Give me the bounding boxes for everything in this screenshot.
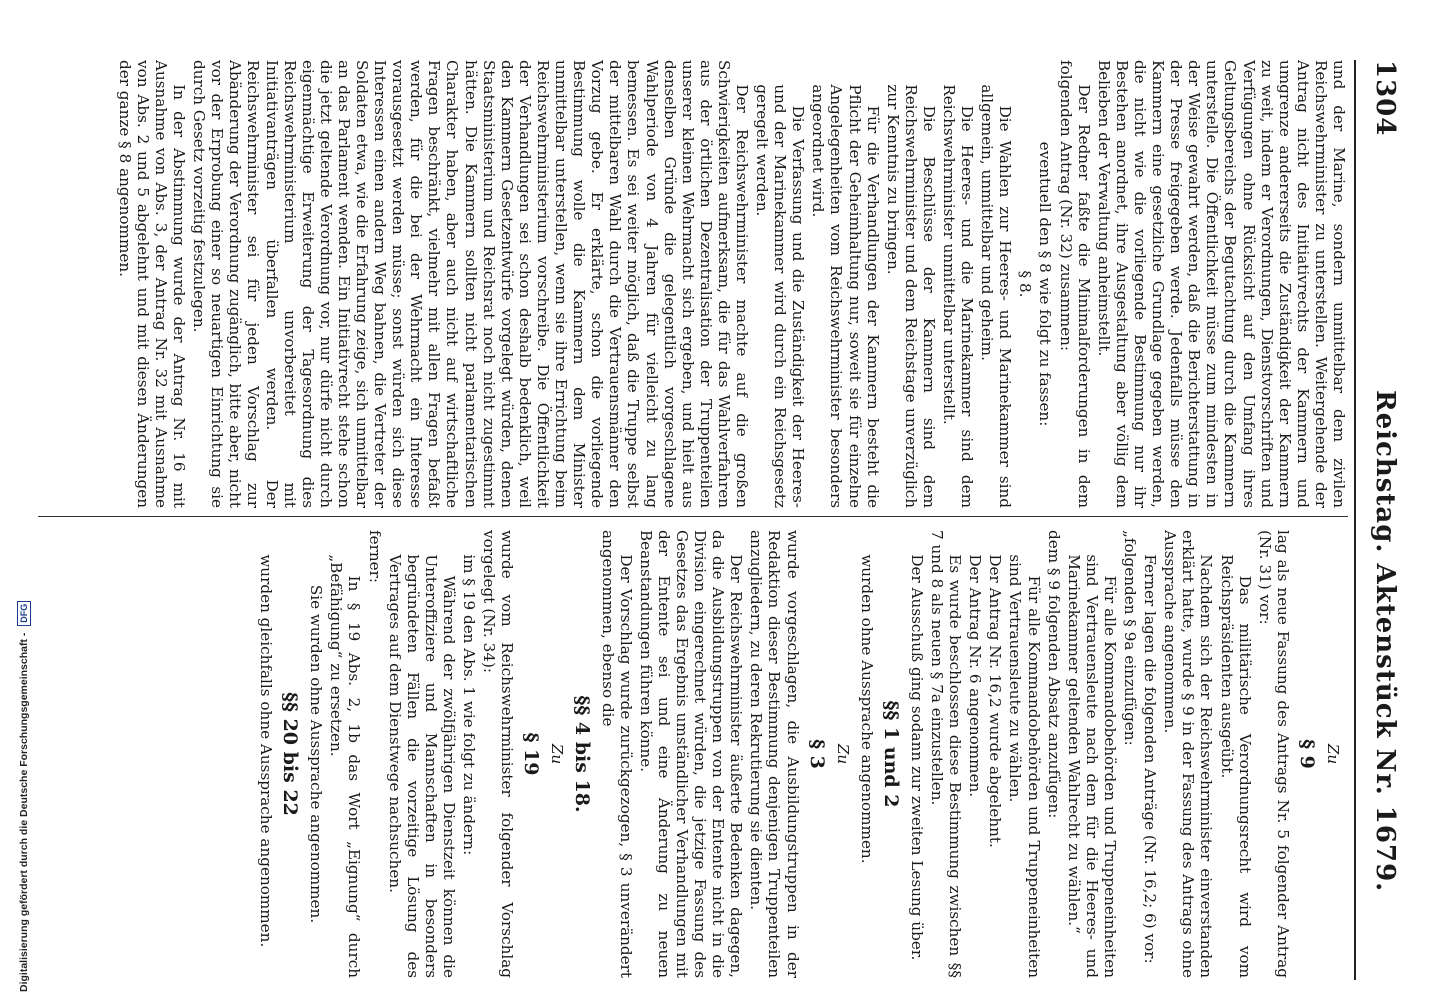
page-header [1356,60,1404,980]
section-8-paragraph: Die Wahlen zur Heeres- und Marinekammer sind allgemein, unmittelbar und geheim. [978,84,1015,508]
paragraph: wurden gleichfalls ohne Aussprache angenommen. [257,554,276,948]
paragraph: und der Marine, sondern unmittelbar dem zivilen Reichswehrminister zu unterstellen. Weitergehende der Antrag nicht des Initiativrechts der Kammern und umgrenze andererseits die Zuständigkeit der Kammern zu weit, indem er Verordnungen, Dienstvorschriften und Verfügungen ohne Rücksicht auf den Umfang ihres Geltungsbereichs der Begutachtung durch die Kammern unterstelle. Die Öffentlichkeit müsse zum mindesten in der Weise gewahrt werden, daß die Berichterstattung in der Presse freigegeben werde. Jedenfalls müsse den Kammern eine gesetzliche Grundlage gegeben werden, die nicht wie die vorliegende Bestimmung nur ihr Bestehen anordnet, ihre Ausgestaltung aber völlig dem Belieben der Verwaltung anheimstellt. [1094,60,1348,508]
paragraph: wurden ohne Aussprache angenommen. [857,554,876,864]
digitization-credit-text: Digitalisierung gefördert durch die Deutsche Forschungsgemeinschaft - [18,632,30,992]
dfg-logo: DFG [17,601,31,626]
paragraph: Sie wurden ohne Aussprache angenommen. [307,584,326,924]
left-column [38,60,1348,508]
section-3-heading: § 3 [805,739,828,769]
paragraph: Der Vorschlag wurde zurückgezogen, § 3 unverändert angenommen, ebenso die [598,530,635,978]
paragraph: Das militärische Verordnungsrecht wird vom Reichspräsidenten ausgeübt. [1217,554,1254,978]
section-20-22-heading: §§ 20 bis 22 [279,692,302,816]
paragraph: Für alle Kommandobehörden und Truppeneinheiten sind Vertrauensleute nach dem für die Heeres- und Marinekammer geltenden Wahlrecht zu wählen.“ [1064,554,1119,978]
section-8-paragraph: Die Verfassung und die Zuständigkeit der Heeres- und der Marinekammer wird durch ein Reichsgesetz geregelt werden. [753,84,808,508]
paragraph: wurde vom Reichswehrminister folgender Vorschlag vorgelegt (Nr. 34): [480,530,517,978]
paragraph: wurde vorgeschlagen, die Ausbildungstruppen in der Redaktion dieser Bestimmung denjenigen Truppenteilen anzugliedern, zu deren Rekrutierung sie dienten. [747,530,802,978]
paragraph: im § 19 den Abs. 1 wie folgt zu ändern: [460,554,479,856]
paragraph: Nachdem sich der Reichswehrminister einverstanden erklärt hatte, wurde § 9 in der Fassung des Antrags ohne Aussprache angenommen. [1161,530,1216,978]
paragraph: „folgenden § 9a einzufügen: [1121,530,1140,746]
paragraph: Während der zwölfjährigen Dienstzeit können die Unteroffiziere und Mannschaften in besonders begründeten Fällen die vorzeitige Lösung des Vertrages auf dem Dienstwege nachsuchen. [385,554,458,978]
section-4-18-heading: §§ 4 bis 18. [570,695,593,813]
paragraph: Der Antrag Nr. 16,2 wurde abgelehnt. [986,554,1005,848]
section-8-paragraph: Für die Verhandlungen der Kammern besteht die Pflicht der Geheimhaltung nur, soweit sie für einzelne Angelegenheiten vom Reichswehrminister besonders angeordnet wird. [809,84,882,508]
paragraph: Der Redner faßte die Minimalforderungen in dem folgenden Antrag (Nr. 32) zusammen: [1056,60,1093,508]
paragraph: In § 19 Abs. 2, 1b das Wort „Eignung“ durch „Befähigung“ zu ersetzen. [327,554,364,978]
paragraph: Der Ausschuß ging sodann zur zweiten Lesung über. [908,554,927,961]
paragraph: lag als neue Fassung des Antrags Nr. 5 folgender Antrag (Nr. 31) vor: [1255,530,1292,978]
column-divider [38,516,1348,517]
quote-intro: eventuell den § 8 wie folgt zu fassen: [1036,141,1055,427]
right-column [38,530,1348,978]
paragraph: ferner: [365,530,384,584]
zu-label: Zu [548,743,567,765]
zu-label: Zu [1324,743,1342,765]
section-8-paragraph: Die Heeres- und die Marinekammer sind dem Reichswehrminister unmittelbar unterstellt. [940,84,977,508]
paragraph: Es wurde beschlossen diese Bestimmung zwischen §§ 7 und 8 als neuen § 7a einzustellen. [928,530,965,978]
paragraph: Der Reichswehrminister machte auf die großen Schwierigkeiten aufmerksam, die für das Wahlverfahren aus der örtlichen Dezentralisation der Truppenteilen unserer kleinen Wehrmacht sich ergeben, und hielt aus denselben Gründe die gelegentlich vorgeschlagene Wahlperiode von 4 Jahren für vielleicht zu lang bemessen. Es sei weiter möglich, daß die Truppe selbst der mittelbaren Wahl durch die Vertrauensmänner den Vorzug gebe. Er erklärte, schon die vorliegende Bestimmung wolle die Kammern dem Minister unmittelbar unterstellen, wenn sie ihre Errichtung beim Reichswehrministerium vorschreibe. Die Öffentlichkeit der Verhandlungen sei schon deshalb bedenklich, weil den Kammern Gesetzentwürfe vorgelegt würden, denen Staatsministerium und Reichsrat noch nicht zugestimmt hätten. Die Kammern sollten nicht parlamentarischen Charakter haben, aber auch nicht auf wirtschaftliche Fragen beschränkt, vielmehr mit allen Fragen befaßt werden, für die bei der Wehrmacht ein Interesse vorausgesetzt werden müsse; sonst würden sich diese Interessen einen andern Weg bahnen, die Vertreter der Soldaten etwa, wie die Erfahrung zeige, sich unmittelbar an das Parlament wenden. Ein Initiativrecht stehe schon die jetzt geltende Verordnung vor, nur dürfe nicht durch eigenmächtige Erweiterung der Tagesordnung dies Reichswehrministerium unvorbereitet mit Initiativanträgen überfallen werden. Der Reichswehrminister sei für jeden Vorschlag zur Abänderung der Verordnung zugänglich, bitte aber, nicht vor der Erprobung einer so neuartigen Einrichtung sie durch Gesetz vorzeitig festzulegen. [190,60,751,508]
section-19-heading: § 19 [520,732,543,776]
paragraph: Der Antrag Nr. 6 angenommen. [966,554,985,798]
page-title: Reichstag. Aktenstück Nr. 1679. [1370,390,1400,893]
paragraph: In der Abstimmung wurde der Antrag Nr. 16 mit Ausnahme von Abs. 3, der Antrag Nr. 32 mit Ausnahme von Abs. 2 und 5 abgelehnt und mit diesen Änderungen der ganze § 8 angenommen. [115,60,189,508]
section-9-heading: § 9 [1295,739,1318,769]
paragraph: Der Reichswehrminister äußerte Bedenken dagegen, da die Ausbildungstruppen von der Entente nicht in die Division eingerechnet würden, die jetzige Fassung des Gesetzes das Ergebnis umständlicher Verhandlungen mit der Entente sei und eine Änderung zu neuen Beanstandungen führen könne. [636,530,746,978]
section-8-heading: § 8. [1016,270,1035,298]
section-8-paragraph: Die Beschlüsse der Kammern sind dem Reichswehrminister und dem Reichstage unverzüglich zur Kenntnis zu bringen. [883,84,938,508]
paragraph: Ferner lagen die folgenden Anträge (Nr. 16,2; 6) vor: [1141,554,1160,964]
section-1-2-heading: §§ 1 und 2 [879,700,902,808]
header-rule [1354,60,1356,980]
paragraph: Für alle Kommandobehörden und Truppeneinheiten sind Vertrauensleute zu wählen. [1006,554,1043,978]
zu-label: Zu [833,743,852,765]
page-number: 1304 [1370,60,1400,137]
paragraph: dem § 9 folgenden Absatz anzufügen: [1044,530,1063,819]
